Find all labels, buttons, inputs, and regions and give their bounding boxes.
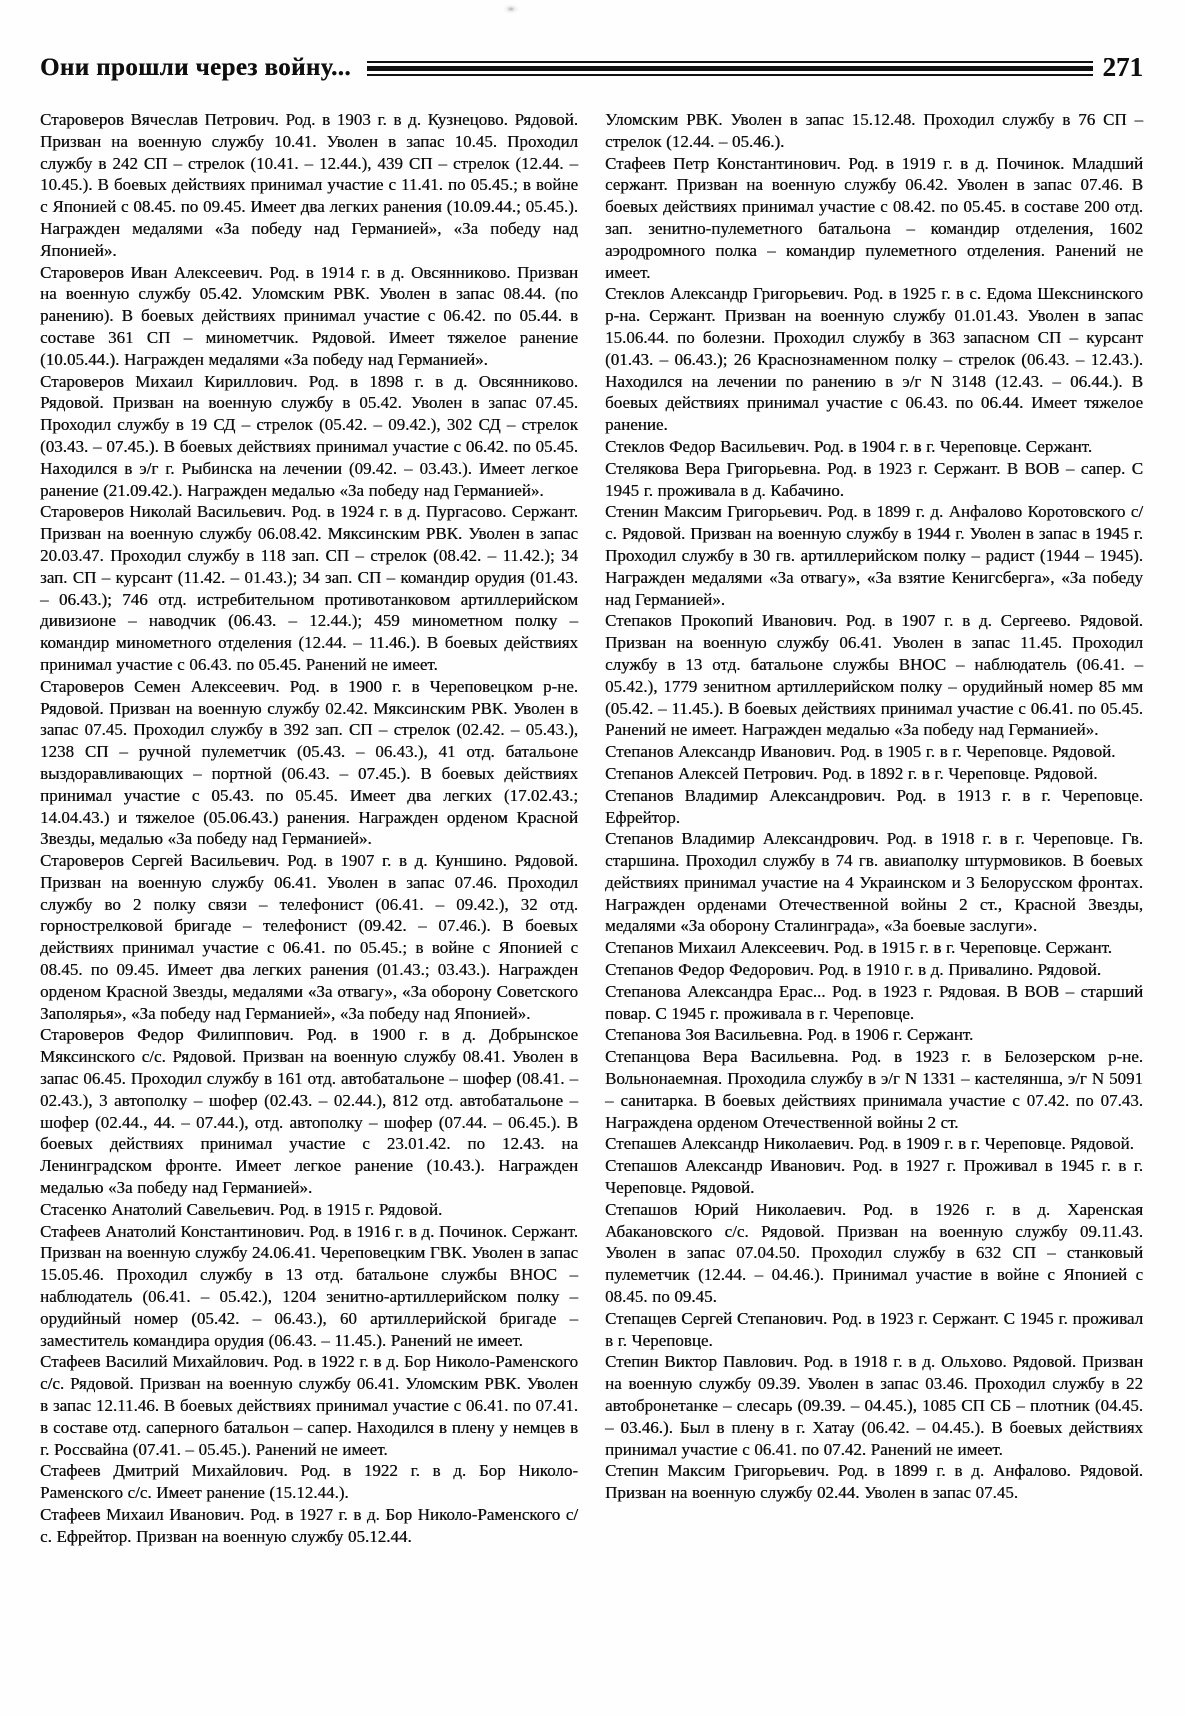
entry-paragraph: Степин Максим Григорьевич. Род. в 1899 г. в д. Анфалово. Рядовой. Призван на военную службу 02.44. Уволен в запас 07.45. [605,1461,1143,1503]
entry-paragraph: Степанов Владимир Александрович. Род. в 1918 г. в г. Череповце. Гв. старшина. Проходил службу в 74 гв. авиаполку штурмовиков. В боевых действиях принимал участие на 4 Украинском и 3 Белорусском фронтах. Награжден орденами Отечественной войны 2 ст., Красной Звезды, медалями «За оборону Сталинграда», «За боевые заслуги». [605,829,1143,936]
entry-paragraph: Степин Виктор Павлович. Род. в 1918 г. в д. Ольхово. Рядовой. Призван на военную службу 09.39. Уволен в запас 03.46. Проходил службу в 22 автобронетанке – слесарь (09.39. – 04.45.), 1085 СП СБ – плотник (04.45. – 03.46.). Был в плену в г. Хатау (06.42. – 04.45.). В боевых действиях принимал участие с 06.41. по 07.42. Ранений не имеет. [605,1352,1143,1459]
right-column [605,109,1143,1548]
entry-paragraph: Стелякова Вера Григорьевна. Род. в 1923 г. Сержант. В ВОВ – сапер. С 1945 г. проживала в д. Кабачино. [605,458,1143,500]
entry-paragraph: Стеклов Александр Григорьевич. Род. в 1925 г. в с. Едома Шекснинского р-на. Сержант. Призван на военную службу 01.01.43. Уволен в запас 15.06.44. по болезни. Проходил службу в 363 запасном СП – курсант (01.43. – 06.43.); 26 Краснознаменном полку – стрелок (06.43. – 12.43.). Находился на лечении по ранению в э/г N 3148 (12.43. – 06.44.). В боевых действиях принимал участие с 06.43. по 06.44. Имеет тяжелое ранение. [605,284,1143,435]
entry-paragraph: Степашев Александр Николаевич. Род. в 1909 г. в г. Череповце. Рядовой. [605,1134,1134,1154]
entry-paragraph: Степашов Юрий Николаевич. Род. в 1926 г. в д. Харенская Абакановского с/с. Рядовой. Призван на военную службу 09.11.43. Уволен в запас 07.04.50. Проходил службу в 632 СП – станковый пулеметчик (12.44. – 04.46.). Принимал участие в войне с Японией с 08.45. по 09.45. [605,1199,1143,1307]
entry-paragraph: Степанова Александра Ерас... Род. в 1923 г. Рядовая. В ВОВ – старший повар. С 1945 г. проживала в г. Череповце. [605,981,1143,1023]
entry-paragraph: Степашов Александр Иванович. Род. в 1927 г. Проживал в 1945 г. в г. Череповце. Рядовой. [605,1156,1143,1198]
entry-paragraph: Стенин Максим Григорьевич. Род. в 1899 г. д. Анфалово Коротовского с/с. Рядовой. Призван на военную службу в 1944 г. Уволен в запас в 1945 г. Проходил службу в 30 гв. артиллерийском полку – радист (1944 – 1945). Награжден медалями «За отвагу», «За взятие Кенигсберга», «За победу над Германией». [605,502,1143,609]
entry-paragraph: Староверов Вячеслав Петрович. Род. в 1903 г. в д. Кузнецово. Рядовой. Призван на военную службу 10.41. Уволен в запас 10.45. Проходил службу в 242 СП – стрелок (10.41. – 12.44.), 439 СП – стрелок (12.44. – 10.45.). В боевых действиях принимал участие с 11.41. по 05.45.; в войне с Японией с 08.45. по 09.45. Имеет два легких ранения (10.09.44.; 05.45.). Награжден медалями «За победу над Германией», «За победу над Японией». [40,110,578,260]
entry-paragraph-continuation: Уломским РВК. Уволен в запас 15.12.48. Проходил службу в 76 СП – стрелок (12.44. – 05.46.). [605,110,1143,151]
text-columns [40,109,1143,1548]
entry-paragraph: Староверов Семен Алексеевич. Род. в 1900 г. в Череповецком р-не. Рядовой. Призван на военную службу 02.42. Мяксинским РВК. Уволен в запас 07.45. Проходил службу в 392 зап. СП – стрелок (02.42. – 05.43.), 1238 СП – ручной пулеметчик (05.43. – 06.43.), 41 отд. батальоне выздоравливающих – портной (06.43. – 07.45.). В боевых действиях принимал участие с 05.43. по 05.45. Имеет два легких (17.02.43.; 14.04.43.) и тяжелое (05.06.43.) ранения. Награжден орденом Красной Звезды, медалью «За победу над Германией». [40,676,578,849]
entry-paragraph: Степанцова Вера Васильевна. Род. в 1923 г. в Белозерском р-не. Вольнонаемная. Проходила службу в э/г N 1331 – кастелянша, э/г N 5091 – санитарка. В боевых действиях принимала участие с 07.42. по 07.43. Награждена орденом Отечественной войны 2 ст. [605,1047,1143,1132]
entry-paragraph: Стафеев Петр Константинович. Род. в 1919 г. в д. Починок. Младший сержант. Призван на военную службу 06.42. Уволен в запас 07.46. В боевых действиях принимал участие с 08.42. по 05.45. в составе 200 отд. зап. зенитно-пулеметного батальона – командир отделения, 1602 аэродромного полка – командир пулеметного отделения. Ранений не имеет. [605,153,1143,282]
header-rule [367,61,1093,77]
entry-paragraph: Староверов Сергей Васильевич. Род. в 1907 г. в д. Куншино. Рядовой. Призван на военную службу 06.41. Уволен в запас 07.46. Проходил службу во 2 полку связи – телефонист (06.41. – 09.42.), 32 отд. горнострелковой бригаде – телефонист (09.42. – 07.46.). В боевых действиях принимал участие с 06.41. по 05.45.; в войне с Японией с 08.45. по 09.45. Имеет два легких ранения (01.43.; 03.43.). Награжден орденом Красной Звезды, медалями «За отвагу», «За оборону Советского Заполярья», «За победу над Германией», «За победу над Японией». [40,851,578,1023]
running-header-title: Они прошли через войну... [40,53,351,81]
entry-paragraph: Стафеев Василий Михайлович. Род. в 1922 г. в д. Бор Николо-Раменского с/с. Рядовой. Призван на военную службу 06.41. Уломским РВК. Уволен в запас 12.11.46. В боевых действиях принимал участие с 06.41. по 07.41. в составе отд. саперного батальон – сапер. Находился в плену у немцев в г. Россвайна (07.41. – 05.45.). Ранений не имеет. [40,1352,578,1459]
entry-paragraph: Староверов Федор Филиппович. Род. в 1900 г. в д. Добрынское Мяксинского с/с. Рядовой. Призван на военную службу 08.41. Уволен в запас 06.45. Проходил службу в 161 отд. автобатальоне – шофер (08.41. – 02.43.), 3 автополку – шофер (02.43. – 02.44.), 812 отд. автобатальоне – шофер (02.44., 44. – 07.44.), отд. автополку – шофер (07.44. – 06.45.). В боевых действиях принимал участие с 23.01.42. по 12.43. на Ленинградском фронте. Имеет легкое ранение (10.43.). Награжден медалью «За победу над Германией». [40,1025,578,1198]
entry-paragraph: Стеклов Федор Васильевич. Род. в 1904 г. в г. Череповце. Сержант. [605,436,1093,456]
entry-paragraph: Стасенко Анатолий Савельевич. Род. в 1915 г. Рядовой. [40,1199,443,1219]
entry-paragraph: Степанов Алексей Петрович. Род. в 1892 г. в г. Череповце. Рядовой. [605,763,1098,783]
entry-paragraph: Степанов Федор Федорович. Род. в 1910 г. в д. Привалино. Рядовой. [605,960,1102,980]
entry-paragraph: Староверов Михаил Кириллович. Род. в 1898 г. в д. Овсянниково. Рядовой. Призван на военную службу в 05.42. Уволен в запас 07.45. Проходил службу в 19 СД – стрелок (05.42. – 09.42.), 302 СД – стрелок (03.43. – 07.45.). В боевых действиях принимал участие с 06.42. по 05.45. Находился в э/г г. Рыбинска на лечении (09.42. – 03.43.). Имеет легкое ранение (21.09.42.). Награжден медалью «За победу над Германией». [40,371,578,500]
entry-paragraph: Староверов Николай Васильевич. Род. в 1924 г. в д. Пургасово. Сержант. Призван на военную службу 06.08.42. Мяксинским РВК. Уволен в запас 20.03.47. Проходил службу в 118 зап. СП – стрелок (08.42. – 11.42.); 34 зап. СП – курсант (11.42. – 01.43.); 34 зап. СП – командир орудия (01.43. – 06.43.); 746 отд. истребительном противотанковом артиллерийском дивизионе – наводчик (06.43. – 12.44.); 459 минометном полку – командир минометного отделения (12.44. – 11.46.). В боевых действиях принимал участие с 06.43. по 05.45. Ранений не имеет. [40,502,578,674]
entry-paragraph: Степаков Прокопий Иванович. Род. в 1907 г. в д. Сергеево. Рядовой. Призван на военную службу 06.41. Уволен в запас 11.45. Проходил службу в 13 отд. батальоне службы ВНОС – наблюдатель (06.41. – 05.42.), 1779 зенитном артиллерийском полку – орудийный номер 85 мм (05.42. – 11.45.). В боевых действиях принимал участие с 06.41. по 05.45. Ранений не имеет. Награжден медалью «За победу над Германией». [605,611,1143,740]
left-column [40,109,578,1548]
entry-paragraph: Степанов Александр Иванович. Род. в 1905 г. в г. Череповце. Рядовой. [605,742,1116,762]
entry-paragraph: Стафеев Анатолий Константинович. Род. в 1916 г. в д. Починок. Сержант. Призван на военную службу 24.06.41. Череповецким ГВК. Уволен в запас 15.05.46. Проходил службу в 13 отд. батальоне службы ВНОС – наблюдатель (06.41. – 05.42.), 1204 зенитно-артиллерийском полку – орудийный номер (05.42. – 06.43.), 60 артиллерийской бригаде – заместитель командира орудия (06.43. – 11.45.). Ранений не имеет. [40,1221,578,1350]
scan-artifact [503,4,519,14]
entry-paragraph: Степащев Сергей Степанович. Род. в 1923 г. Сержант. С 1945 г. проживал в г. Череповце. [605,1308,1143,1350]
entry-paragraph: Стафеев Михаил Иванович. Род. в 1927 г. в д. Бор Николо-Раменского с/с. Ефрейтор. Призван на военную службу 05.12.44. [40,1505,578,1546]
entry-paragraph: Степанова Зоя Васильевна. Род. в 1906 г. Сержант. [605,1025,974,1045]
entry-paragraph: Степанов Михаил Алексеевич. Род. в 1915 г. в г. Череповце. Сержант. [605,938,1112,958]
running-header [40,52,1143,83]
entry-paragraph: Степанов Владимир Александрович. Род. в 1913 г. в г. Череповце. Ефрейтор. [605,785,1143,827]
page-number: 271 [1102,52,1143,82]
entry-paragraph: Стафеев Дмитрий Михайлович. Род. в 1922 г. в д. Бор Николо-Раменского с/с. Имеет ранение (15.12.44.). [40,1461,578,1503]
entry-paragraph: Староверов Иван Алексеевич. Род. в 1914 г. в д. Овсянниково. Призван на военную службу 05.42. Уломским РВК. Уволен в запас 08.44. (по ранению). В боевых действиях принимал участие с 06.42. по 05.44. в составе 361 СП – минометчик. Рядовой. Имеет тяжелое ранение (10.05.44.). Награжден медалями «За победу над Германией». [40,262,578,369]
